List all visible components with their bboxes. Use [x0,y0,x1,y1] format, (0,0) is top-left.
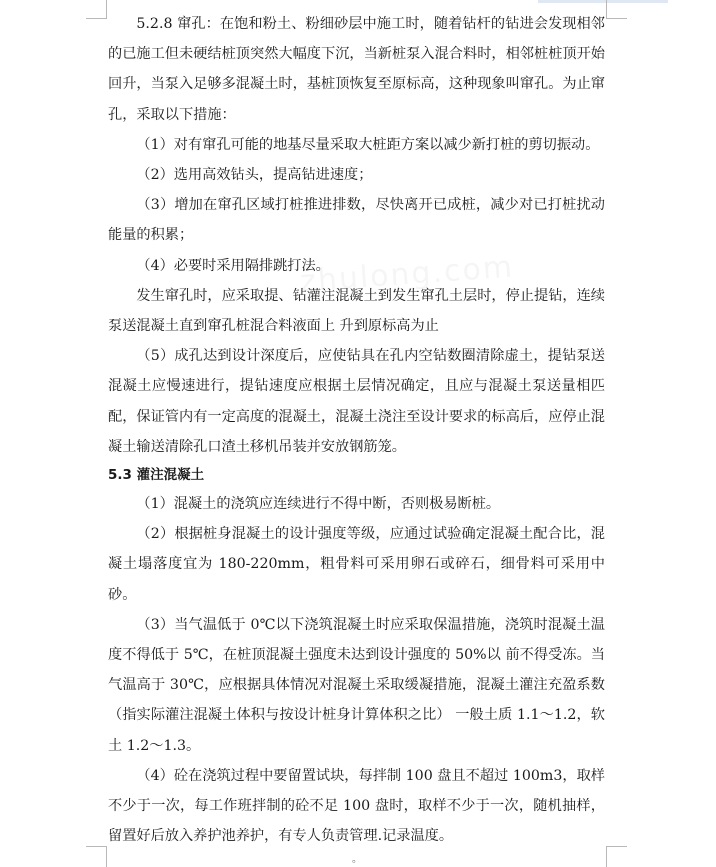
measure-5: （5）成孔达到设计深度后，应使钻具在孔内空钻数圈清除虚土，提钻泵送混凝土应慢速进行，提钻速度应根据土层情况确定，且应与混凝土泵送量相匹配，保证管内有一定高度的混凝土，混凝土浇注至设计要求的标高后，应停止混凝土输送清除孔口渣土移机吊装并安放钢筋笼。 [108,348,605,455]
crop-mark-top-left [86,0,107,19]
section-heading-5-3: 5.3 灌注混凝土 [108,467,205,484]
concrete-item-1: （1）混凝土的浇筑应连续进行不得中断，否则极易断桩。 [136,496,501,513]
paragraph-5-2-8: 5.2.8 窜孔：在饱和粉土、粉细砂层中施工时，随着钻杆的钻进会发现相邻的已施工但未硬结桩顶突然大幅度下沉，当新桩泵入混合料时，相邻桩桩顶开始回升，当泵入足够多混凝土时，基桩顶恢复至原标高，这种现象叫窜孔。为止窜孔，采取以下措施： [108,16,605,123]
measure-2: （2）选用高效钻头，提高钻进速度； [136,167,373,184]
top-accent-bar [538,0,668,3]
measure-4: （4）必要时采用隔排跳打法。 [136,257,330,274]
paragraph-mark: 。 [352,854,362,865]
document-body [108,9,605,851]
occurrence-paragraph: 发生窜孔时，应采取提、钻灌注混凝土到发生窜孔土层时，停止提钻，连续泵送混凝土直到窜孔桩混合料液面上 升到原标高为止 [108,287,605,335]
measure-1: （1）对有窜孔可能的地基尽量采取大桩距方案以减少新打桩的剪切振动。 [136,136,600,153]
measure-3: （3）增加在窜孔区域打桩推进排数，尽快离开已成桩，减少对已打桩扰动能量的积累； [108,197,605,244]
concrete-item-2: （2）根据桩身混凝土的设计强度等级，应通过试验确定混凝土配合比，混凝土塌落度宜为 180-220mm，粗骨料可采用卵石或碎石，细骨料可采用中砂。 [108,526,605,603]
concrete-item-3: （3）当气温低于 0℃以下浇筑混凝土时应采取保温措施，浇筑时混凝土温度不得低于 5℃，在桩顶混凝土强度未达到设计强度的 50%以 前不得受冻。当气温高于 30℃，应根据具体情况对混凝土采取缓凝措施，混凝土灌注充盈系数（指实际灌注混凝土体积与按设计桩身计算体积之比） 一般土质 1.1～1.2，软土 1.2～1.3。 [108,616,605,754]
concrete-item-4: （4）砼在浇筑过程中要留置试块，每拌制 100 盘且不超过 100m3，取样不少于一次，每工作班拌制的砼不足 100 盘时，取样不少于一次，随机抽样，留置好后放入养护池养护，有专人负责管理.记录温度。 [108,767,605,845]
crop-mark-top-right [606,0,627,19]
